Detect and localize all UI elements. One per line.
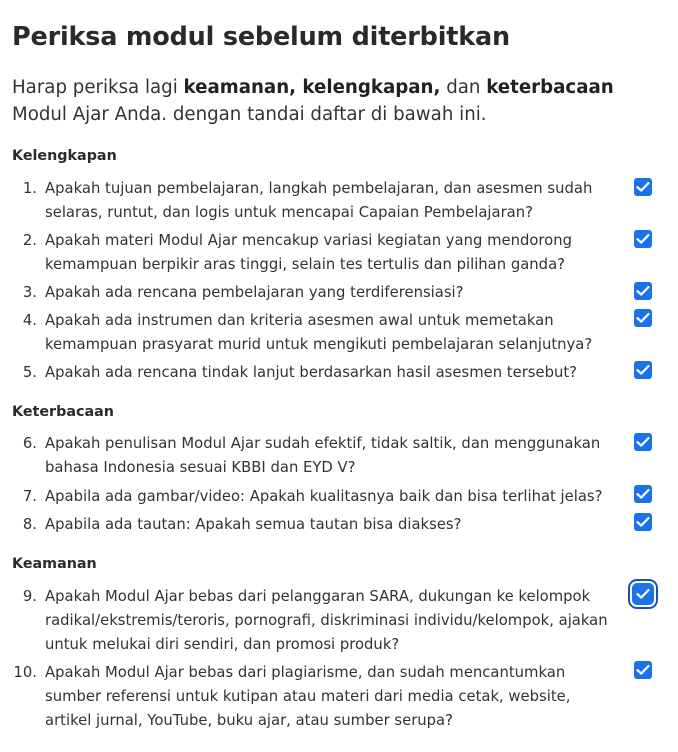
section-title-kelengkapan: Kelengkapan — [12, 148, 117, 164]
checkmark-icon — [636, 312, 650, 324]
item-number: 5. — [22, 364, 37, 381]
item-question: Apakah tujuan pembelajaran, langkah pembelajaran, dan asesmen sudah selaras, runtut, dan logis untuk mencapai Capaian Pembelajaran? — [45, 180, 593, 221]
item-number: 2. — [22, 232, 37, 249]
intro-text — [12, 74, 652, 128]
item-question: Apabila ada tautan: Apakah semua tautan bisa diakses? — [45, 516, 462, 533]
item-number: 6. — [22, 435, 37, 452]
item-checkbox[interactable] — [634, 361, 652, 379]
item-checkbox[interactable] — [634, 661, 652, 679]
checkmark-icon — [636, 285, 650, 297]
item-checkbox[interactable] — [634, 433, 652, 451]
checkmark-icon — [636, 488, 650, 500]
intro-part-1: Harap periksa lagi — [12, 77, 184, 98]
checkmark-icon — [636, 181, 650, 193]
checkmark-icon — [636, 364, 650, 376]
intro-bold-1: keamanan, kelengkapan, — [183, 77, 441, 98]
item-number: 7. — [22, 488, 37, 505]
item-question: Apakah penulisan Modul Ajar sudah efektif, tidak saltik, dan menggunakan bahasa Indonesia sesuai KBBI dan EYD V? — [45, 435, 601, 476]
item-checkbox[interactable] — [634, 282, 652, 300]
section-title-keamanan: Keamanan — [12, 556, 97, 572]
item-question: Apakah ada rencana tindak lanjut berdasarkan hasil asesmen tersebut? — [45, 364, 578, 381]
item-question: Apabila ada gambar/video: Apakah kualitasnya baik dan bisa terlihat jelas? — [45, 488, 603, 505]
item-checkbox[interactable] — [634, 178, 652, 196]
item-checkbox-focused[interactable] — [632, 583, 654, 605]
checkmark-icon — [636, 588, 650, 600]
item-number: 8. — [22, 516, 37, 533]
item-number: 10. — [13, 664, 37, 681]
checkmark-icon — [636, 664, 650, 676]
section-title-keterbacaan: Keterbacaan — [12, 404, 114, 420]
item-checkbox[interactable] — [634, 485, 652, 503]
intro-part-3: Modul Ajar Anda. dengan tandai daftar di bawah ini. — [12, 104, 487, 125]
item-checkbox[interactable] — [634, 230, 652, 248]
item-checkbox[interactable] — [634, 513, 652, 531]
page-title: Periksa modul sebelum diterbitkan — [12, 22, 510, 52]
item-number: 4. — [22, 312, 37, 329]
item-question: Apakah Modul Ajar bebas dari pelanggaran SARA, dukungan ke kelompok radikal/ekstremis/teroris, pornografi, diskriminasi individu/kelompok, ajakan untuk melukai diri sendiri, dan promosi produk? — [45, 588, 608, 653]
item-question: Apakah materi Modul Ajar mencakup variasi kegiatan yang mendorong kemampuan berpikir aras tinggi, selain tes tertulis dan pilihan ganda? — [45, 232, 573, 273]
item-checkbox[interactable] — [634, 309, 652, 327]
item-question: Apakah ada rencana pembelajaran yang terdiferensiasi? — [45, 284, 464, 301]
checkmark-icon — [636, 436, 650, 448]
item-number: 9. — [22, 588, 37, 605]
checkmark-icon — [636, 516, 650, 528]
intro-part-2: dan — [440, 77, 487, 98]
checkmark-icon — [636, 233, 650, 245]
item-number: 1. — [22, 180, 37, 197]
item-question: Apakah ada instrumen dan kriteria asesmen awal untuk memetakan kemampuan prasyarat murid untuk mengikuti pembelajaran selanjutnya? — [45, 312, 593, 353]
item-number: 3. — [22, 284, 37, 301]
intro-bold-2: keterbacaan — [486, 77, 614, 98]
item-question: Apakah Modul Ajar bebas dari plagiarisme, dan sudah mencantumkan sumber referensi untuk kutipan atau materi dari media cetak, website, artikel jurnal, YouTube, buku ajar, atau sumber serupa? — [45, 664, 571, 729]
